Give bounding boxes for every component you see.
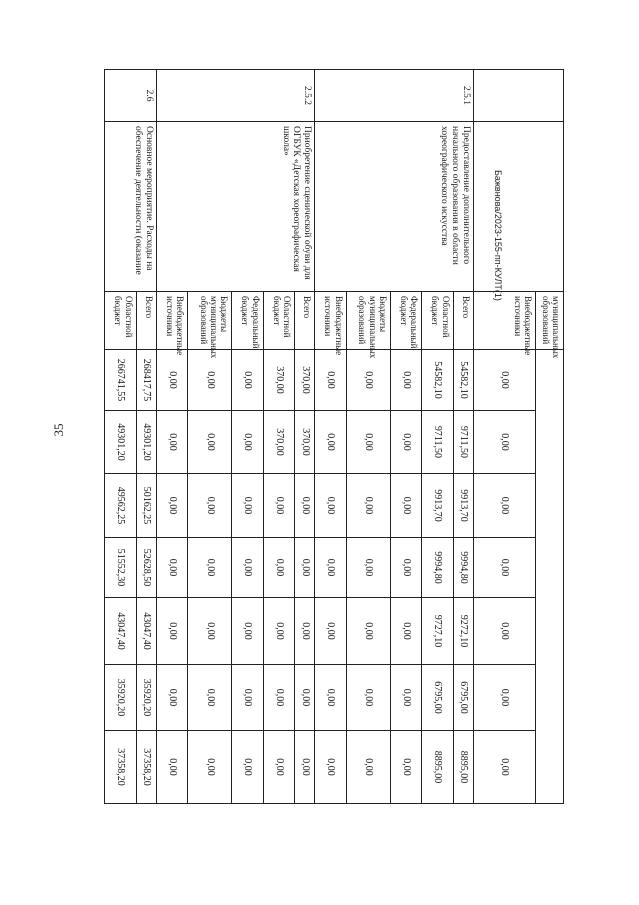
value-cell: 9913,70: [453, 474, 473, 538]
funding-source: Всего: [295, 292, 315, 350]
funding-source: Федеральный бюджет: [390, 292, 421, 350]
value-cell: 51552,30: [105, 538, 137, 598]
funding-source: муниципальных образований: [536, 292, 564, 350]
funding-source: Бюджеты муниципальных образований: [346, 292, 390, 350]
document-code: Бажвнова/2023-155-пп-КУЛТ(1): [493, 170, 503, 301]
table-row: [136, 70, 156, 804]
value-cell: 0,00: [295, 538, 315, 598]
value-cell: 0,00: [295, 665, 315, 731]
funding-source: Областной бюджет: [422, 292, 453, 350]
value-cell: 0,00: [315, 474, 346, 538]
row-code: 2.5.1: [315, 70, 474, 122]
value-cell: 0,00: [474, 665, 536, 731]
value-cell: 0,00: [346, 411, 390, 474]
value-cell: 0,00: [315, 538, 346, 598]
value-cell: 0,00: [474, 411, 536, 474]
value-cell: 0,00: [156, 598, 187, 665]
value-cell: 0,00: [315, 731, 346, 804]
value-cell: 49301,20: [105, 411, 137, 474]
value-cell: 370,00: [263, 350, 294, 411]
value-cell: 0,00: [295, 474, 315, 538]
value-cell: 0,00: [474, 598, 536, 665]
value-cell: 6795,00: [453, 665, 473, 731]
value-cell: 0,00: [346, 350, 390, 411]
value-cell: 0,00: [315, 598, 346, 665]
value-cell: 0,00: [232, 350, 263, 411]
value-cell: 50162,25: [136, 474, 156, 538]
value-cell: 0,00: [474, 350, 536, 411]
funding-source: Областной бюджет: [263, 292, 294, 350]
value-cell: 9272,10: [453, 598, 473, 665]
value-cell: 8895,00: [453, 731, 473, 804]
value-cell: 0,00: [390, 411, 421, 474]
value-cell: 9711,50: [453, 411, 473, 474]
value-cell: 0,00: [315, 350, 346, 411]
value-cell: 266741,55: [105, 350, 137, 411]
value-cell: 0,00: [232, 538, 263, 598]
value-cell: 0,00: [188, 731, 232, 804]
value-cell: 0,00: [346, 665, 390, 731]
budget-table-container: [104, 69, 564, 803]
funding-source: Областной бюджет: [105, 292, 137, 350]
value-cell: 0,00: [346, 731, 390, 804]
row-code: [474, 70, 564, 122]
funding-source: Внебюджетные источники: [156, 292, 187, 350]
value-cell: 370,00: [263, 411, 294, 474]
value-cell: 8895,00: [422, 731, 453, 804]
page-number: 35: [51, 423, 66, 437]
value-cell: 49562,25: [105, 474, 137, 538]
value-cell: 0,00: [390, 665, 421, 731]
value-cell: 9994,80: [453, 538, 473, 598]
value-cell: 268417,75: [136, 350, 156, 411]
table-row: [295, 70, 315, 804]
budget-table: [104, 69, 564, 804]
value-cell: 9727,10: [422, 598, 453, 665]
value-cell: 0,00: [263, 665, 294, 731]
value-cell: 0,00: [390, 350, 421, 411]
value-cell: 0,00: [156, 411, 187, 474]
funding-source: Всего: [136, 292, 156, 350]
value-cell: 0,00: [156, 731, 187, 804]
value-cell: 52628,50: [136, 538, 156, 598]
value-cell: 35920,20: [105, 665, 137, 731]
value-cell: 0,00: [315, 411, 346, 474]
value-cell: 0,00: [156, 474, 187, 538]
value-cell: 43047,40: [105, 598, 137, 665]
value-cell: 0,00: [315, 665, 346, 731]
value-cell: 0,00: [188, 598, 232, 665]
value-cell: 0,00: [346, 598, 390, 665]
value-cell: 0,00: [156, 665, 187, 731]
row-name: Приобретение сценической обуви для ОГБУК «Детская хореографическая школа»: [156, 122, 315, 292]
row-name: [474, 122, 564, 292]
row-code: 2.5.2: [156, 70, 315, 122]
value-cell: 0,00: [232, 598, 263, 665]
value-cell: 0,00: [188, 665, 232, 731]
row-name: Предоставление дополнительного начального образования в области хореографического искусства: [315, 122, 474, 292]
value-cell: 0,00: [156, 350, 187, 411]
value-cell: 9711,50: [422, 411, 453, 474]
value-cell: 0,00: [474, 731, 536, 804]
value-cell: 0,00: [390, 598, 421, 665]
value-cell: 0,00: [188, 474, 232, 538]
funding-source: Федеральный бюджет: [232, 292, 263, 350]
funding-source: Внебюджетные источники: [474, 292, 536, 350]
value-cell: 0,00: [232, 474, 263, 538]
row-name: Основное мероприятие. Расходы на обеспечение деятельности (оказание: [105, 122, 157, 292]
value-cell: 370,00: [295, 411, 315, 474]
value-cell: 37358,20: [105, 731, 137, 804]
value-cell: 0,00: [474, 538, 536, 598]
funding-source: Бюджеты муниципальных образований: [188, 292, 232, 350]
value-cell: 0,00: [390, 731, 421, 804]
value-cell: 0,00: [263, 731, 294, 804]
table-cell: [536, 350, 564, 804]
value-cell: 9913,70: [422, 474, 453, 538]
value-cell: 0,00: [295, 598, 315, 665]
value-cell: 54582,10: [453, 350, 473, 411]
value-cell: 9994,80: [422, 538, 453, 598]
row-code: 2.6: [105, 70, 157, 122]
table-row: [536, 70, 564, 804]
value-cell: 0,00: [390, 538, 421, 598]
value-cell: 0,00: [295, 731, 315, 804]
value-cell: 0,00: [232, 411, 263, 474]
value-cell: 35920,20: [136, 665, 156, 731]
value-cell: 0,00: [188, 350, 232, 411]
value-cell: 0,00: [188, 538, 232, 598]
table-row: [453, 70, 473, 804]
value-cell: 0,00: [263, 598, 294, 665]
value-cell: 49301,20: [136, 411, 156, 474]
funding-source: Внебюджетные источники: [315, 292, 346, 350]
value-cell: 6795,00: [422, 665, 453, 731]
value-cell: 54582,10: [422, 350, 453, 411]
value-cell: 0,00: [390, 474, 421, 538]
value-cell: 0,00: [156, 538, 187, 598]
value-cell: 0,00: [263, 474, 294, 538]
funding-source: Всего: [453, 292, 473, 350]
budget-table-rotated: [104, 69, 564, 803]
value-cell: 0,00: [232, 731, 263, 804]
value-cell: 0,00: [346, 474, 390, 538]
value-cell: 0,00: [474, 474, 536, 538]
value-cell: 43047,40: [136, 598, 156, 665]
value-cell: 0,00: [188, 411, 232, 474]
value-cell: 0,00: [346, 538, 390, 598]
value-cell: 0,00: [232, 665, 263, 731]
value-cell: 37358,20: [136, 731, 156, 804]
value-cell: 370,00: [295, 350, 315, 411]
value-cell: 0,00: [263, 538, 294, 598]
